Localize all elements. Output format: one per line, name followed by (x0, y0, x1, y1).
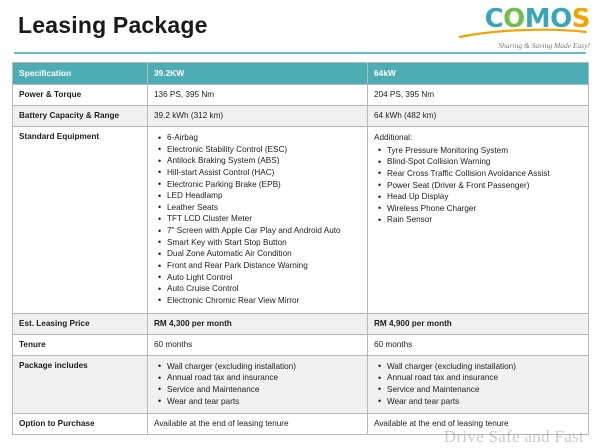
row-value-variant-2: 204 PS, 395 Nm (368, 85, 589, 106)
logo-letter-c: C (484, 4, 504, 34)
page-title: Leasing Package (18, 12, 208, 38)
list-item: • Annual road tax and insurance (387, 372, 582, 384)
list-item: • Electronic Stability Control (ESC) (167, 144, 361, 156)
table-row (13, 334, 589, 355)
list-item: • 7" Screen with Apple Car Play and Android Auto (167, 225, 361, 237)
list-item: • TFT LCD Cluster Meter (167, 213, 361, 225)
list-item: • Service and Maintenance (387, 384, 582, 396)
list-item: • Rain Sensor (387, 214, 582, 226)
list-item: • Wall charger (excluding installation) (387, 361, 582, 373)
list-item: • Electronic Parking Brake (EPB) (167, 179, 361, 191)
row-value-variant-2: RM 4,900 per month (368, 313, 589, 334)
column-header-specification: Specification (13, 63, 148, 85)
table-row (13, 106, 589, 127)
list-item: • Leather Seats (167, 202, 361, 214)
logo-tagline: Sharing & Saving Made Easy! (498, 41, 590, 50)
list-item: • Smart Key with Start Stop Button (167, 237, 361, 249)
column-header-variant-1: 39.2KW (148, 63, 368, 85)
table-row (13, 355, 589, 414)
row-label: Battery Capacity & Range (13, 106, 148, 127)
list-item: • LED Headlamp (167, 190, 361, 202)
row-label: Est. Leasing Price (13, 313, 148, 334)
table-row (13, 85, 589, 106)
row-label: Standard Equipment (13, 127, 148, 314)
list-item: • Power Seat (Driver & Front Passenger) (387, 180, 582, 192)
page-header (0, 0, 600, 58)
row-value-variant-1 (148, 127, 368, 314)
leasing-package-table (12, 62, 589, 435)
brand-logo (440, 6, 590, 50)
list-item: • Tyre Pressure Monitoring System (387, 145, 582, 157)
logo-letter-o1: O (503, 4, 525, 34)
list-item: • Auto Light Control (167, 272, 361, 284)
package-includes-list-variant-2 (374, 361, 582, 408)
list-item: • 6-Airbag (167, 132, 361, 144)
row-label: Package includes (13, 355, 148, 414)
logo-letter-s: S (571, 4, 590, 34)
list-item: • Wear and tear parts (387, 396, 582, 408)
list-item: • Rear Cross Traffic Collision Avoidance Assist (387, 168, 582, 180)
list-item: • Annual road tax and insurance (167, 372, 361, 384)
list-item: • Service and Maintenance (167, 384, 361, 396)
swoosh-icon (458, 27, 588, 39)
list-item: • Dual Zone Automatic Air Condition (167, 248, 361, 260)
list-item: • Electronic Chromic Rear View Mirror (167, 295, 361, 307)
row-value-variant-2 (368, 127, 589, 314)
column-header-variant-2: 64kW (368, 63, 589, 85)
leasing-package-table-wrapper (12, 62, 588, 435)
row-value-variant-2 (368, 355, 589, 414)
table-row (13, 414, 589, 435)
row-value-variant-2: 60 months (368, 334, 589, 355)
list-item: • Blind-Spot Collision Warning (387, 156, 582, 168)
table-row (13, 127, 589, 314)
list-item: • Front and Rear Park Distance Warning (167, 260, 361, 272)
row-value-variant-1: 136 PS, 395 Nm (148, 85, 368, 106)
row-value-variant-2: Available at the end of leasing tenure (368, 414, 589, 435)
logo-letter-m: M (524, 4, 551, 34)
row-value-variant-1 (148, 355, 368, 414)
row-value-variant-1: 39.2 kWh (312 km) (148, 106, 368, 127)
list-item: • Auto Cruise Control (167, 283, 361, 295)
row-value-variant-1: 60 months (148, 334, 368, 355)
list-item: • Wireless Phone Charger (387, 203, 582, 215)
package-includes-list-variant-1 (154, 361, 361, 408)
row-label: Tenure (13, 334, 148, 355)
table-header-row (13, 63, 589, 85)
list-item: • Wall charger (excluding installation) (167, 361, 361, 373)
standard-equipment-list-variant-1 (154, 132, 361, 307)
list-item: • Antilock Braking System (ABS) (167, 155, 361, 167)
list-item: • Head Up Display (387, 191, 582, 203)
header-divider (14, 52, 586, 54)
row-value-variant-1: Available at the end of leasing tenure (148, 414, 368, 435)
row-value-variant-2: 64 kWh (482 km) (368, 106, 589, 127)
list-item: • Wear and tear parts (167, 396, 361, 408)
row-label: Power & Torque (13, 85, 148, 106)
row-value-variant-1: RM 4,300 per month (148, 313, 368, 334)
row-label: Option to Purchase (13, 414, 148, 435)
table-row (13, 313, 589, 334)
additional-equipment-heading: Additional: (374, 133, 413, 142)
list-item: • Hill-start Assist Control (HAC) (167, 167, 361, 179)
standard-equipment-list-variant-2 (374, 145, 582, 226)
watermark-text: Drive Safe and Fast (443, 427, 584, 446)
logo-letter-o2: O (550, 4, 572, 34)
